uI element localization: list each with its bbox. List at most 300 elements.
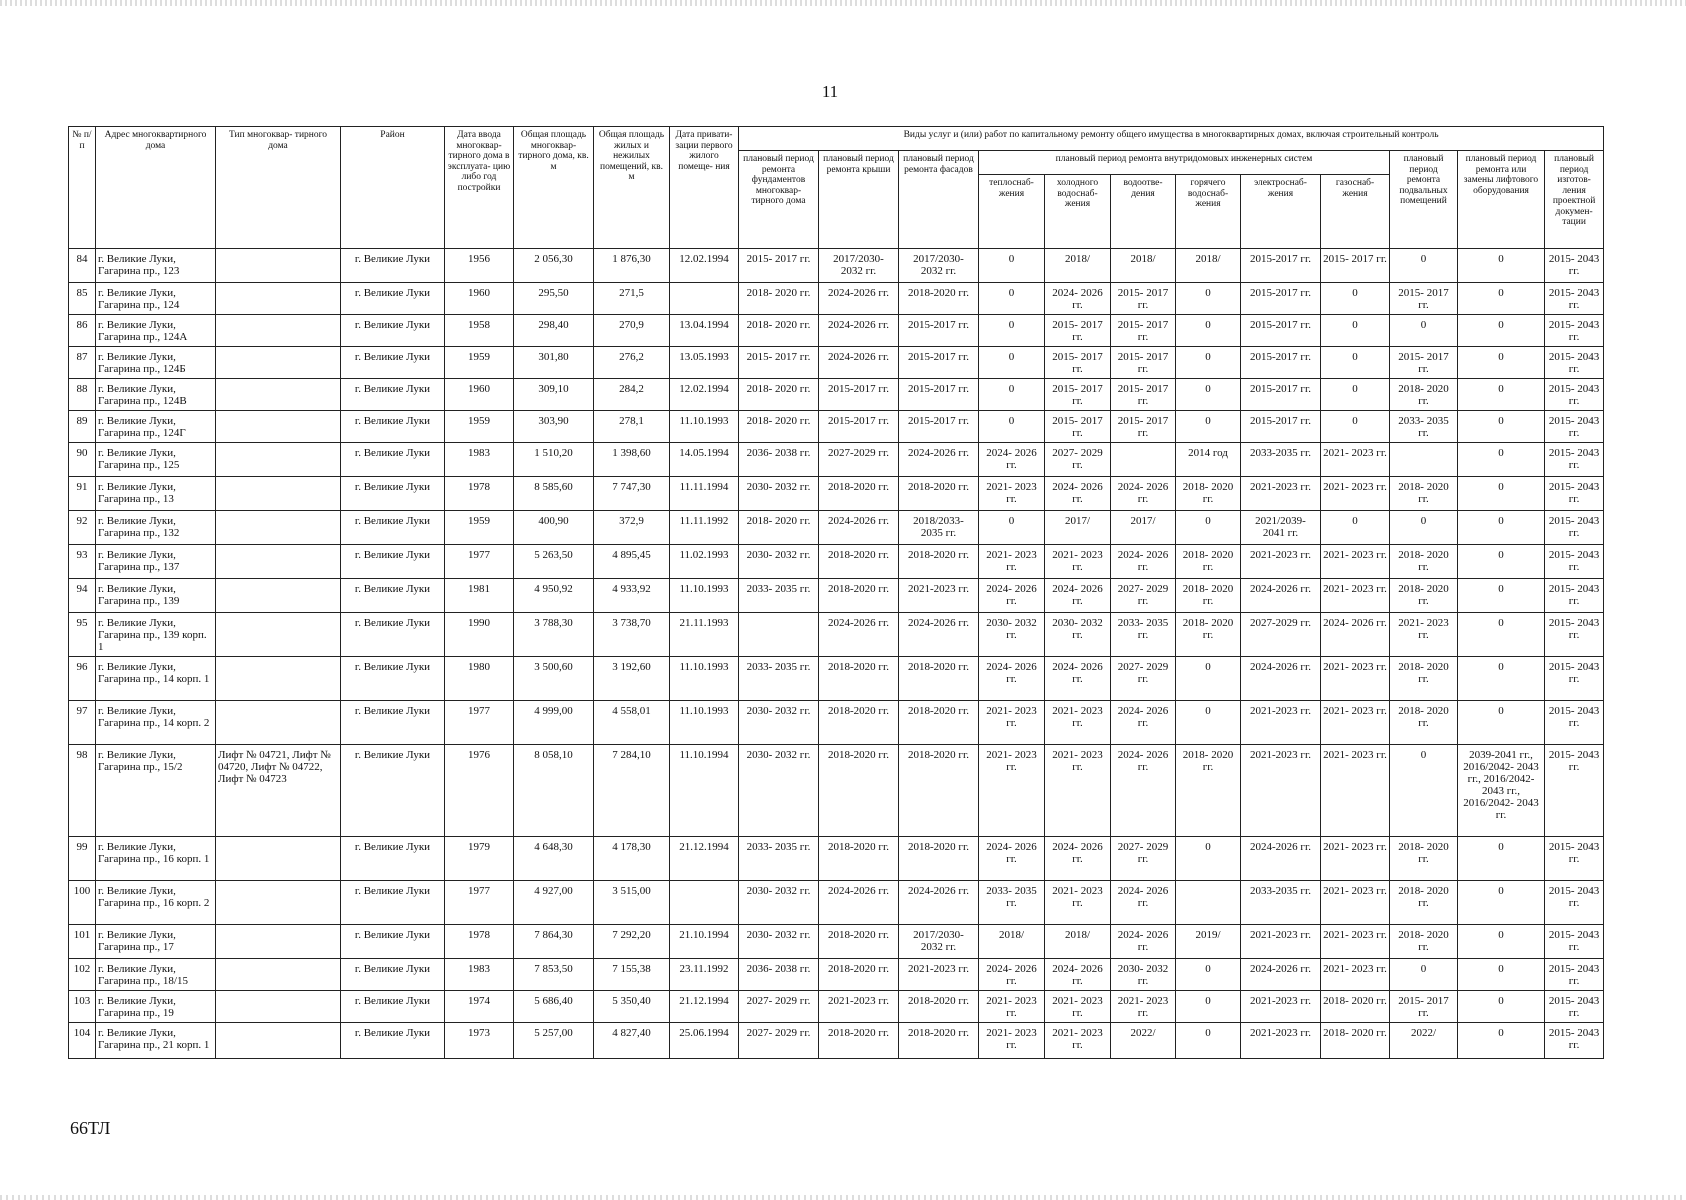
cell-n: 101 — [69, 925, 96, 959]
col-header-type: Тип многоквар- тирного дома — [216, 127, 341, 249]
cell-total: 3 500,60 — [514, 657, 594, 701]
cell-drain: 2033- 2035 гг. — [1111, 613, 1176, 657]
cell-type — [216, 477, 341, 511]
cell-n: 92 — [69, 511, 96, 545]
cell-cold: 2015- 2017 гг. — [1045, 379, 1111, 411]
cell-hot: 2018- 2020 гг. — [1176, 613, 1241, 657]
table-row — [69, 443, 1604, 477]
cell-n: 93 — [69, 545, 96, 579]
cell-cold: 2015- 2017 гг. — [1045, 347, 1111, 379]
cell-gas: 0 — [1321, 379, 1390, 411]
cell-priv: 11.10.1994 — [670, 745, 739, 837]
cell-basement: 2018- 2020 гг. — [1390, 379, 1458, 411]
cell-drain: 2030- 2032 гг. — [1111, 959, 1176, 991]
cell-basement: 0 — [1390, 249, 1458, 283]
cell-elevator: 0 — [1458, 477, 1545, 511]
page-number: 11 — [821, 82, 839, 101]
table-row — [69, 881, 1604, 925]
cell-address: г. Великие Луки, Гагарина пр., 132 — [96, 511, 216, 545]
cell-elec: 2021-2023 гг. — [1241, 1023, 1321, 1059]
cell-roof: 2024-2026 гг. — [819, 315, 899, 347]
cell-type — [216, 613, 341, 657]
cell-living: 372,9 — [594, 511, 670, 545]
cell-total: 5 257,00 — [514, 1023, 594, 1059]
cell-heat: 2021- 2023 гг. — [979, 701, 1045, 745]
table-row — [69, 315, 1604, 347]
cell-elec: 2024-2026 гг. — [1241, 579, 1321, 613]
cell-elevator: 0 — [1458, 579, 1545, 613]
cell-priv: 11.11.1994 — [670, 477, 739, 511]
cell-elec: 2015-2017 гг. — [1241, 315, 1321, 347]
cell-living: 5 350,40 — [594, 991, 670, 1023]
cell-project: 2015- 2043 гг. — [1545, 347, 1604, 379]
col-header-electricity: электроснаб- жения — [1241, 175, 1321, 249]
col-header-foundation: плановый период ремонта фундаментов многоквар- тирного дома — [739, 151, 819, 249]
cell-type — [216, 881, 341, 925]
cell-elec: 2021-2023 гг. — [1241, 701, 1321, 745]
cell-roof: 2024-2026 гг. — [819, 283, 899, 315]
cell-gas: 2021- 2023 гг. — [1321, 443, 1390, 477]
cell-basement: 2021- 2023 гг. — [1390, 613, 1458, 657]
cell-hot: 2019/ — [1176, 925, 1241, 959]
cell-priv: 12.02.1994 — [670, 249, 739, 283]
cell-foundation: 2018- 2020 гг. — [739, 411, 819, 443]
cell-heat: 2021- 2023 гг. — [979, 745, 1045, 837]
cell-n: 103 — [69, 991, 96, 1023]
cell-drain: 2024- 2026 гг. — [1111, 477, 1176, 511]
cell-project: 2015- 2043 гг. — [1545, 443, 1604, 477]
cell-district: г. Великие Луки — [341, 283, 445, 315]
cell-living: 276,2 — [594, 347, 670, 379]
cell-elevator: 0 — [1458, 657, 1545, 701]
cell-basement: 2018- 2020 гг. — [1390, 579, 1458, 613]
cell-address: г. Великие Луки, Гагарина пр., 19 — [96, 991, 216, 1023]
cell-drain: 2015- 2017 гг. — [1111, 411, 1176, 443]
cell-facade: 2018-2020 гг. — [899, 477, 979, 511]
cell-elevator: 0 — [1458, 347, 1545, 379]
cell-address: г. Великие Луки, Гагарина пр., 123 — [96, 249, 216, 283]
cell-drain: 2018/ — [1111, 249, 1176, 283]
cell-gas: 2021- 2023 гг. — [1321, 959, 1390, 991]
cell-roof: 2018-2020 гг. — [819, 657, 899, 701]
cell-district: г. Великие Луки — [341, 837, 445, 881]
cell-priv: 11.10.1993 — [670, 657, 739, 701]
cell-total: 4 999,00 — [514, 701, 594, 745]
cell-drain: 2015- 2017 гг. — [1111, 283, 1176, 315]
cell-living: 1 876,30 — [594, 249, 670, 283]
cell-n: 98 — [69, 745, 96, 837]
table-body — [69, 249, 1604, 1059]
cell-foundation: 2030- 2032 гг. — [739, 701, 819, 745]
cell-roof: 2018-2020 гг. — [819, 1023, 899, 1059]
cell-year: 1979 — [445, 837, 514, 881]
cell-gas: 2018- 2020 гг. — [1321, 991, 1390, 1023]
cell-gas: 0 — [1321, 315, 1390, 347]
col-header-heating: теплоснаб- жения — [979, 175, 1045, 249]
cell-basement: 2015- 2017 гг. — [1390, 347, 1458, 379]
cell-hot: 2018- 2020 гг. — [1176, 477, 1241, 511]
cell-basement: 2018- 2020 гг. — [1390, 545, 1458, 579]
cell-basement: 2015- 2017 гг. — [1390, 283, 1458, 315]
table-row — [69, 283, 1604, 315]
cell-elevator: 0 — [1458, 991, 1545, 1023]
cell-foundation: 2036- 2038 гг. — [739, 959, 819, 991]
cell-n: 97 — [69, 701, 96, 745]
cell-elec: 2015-2017 гг. — [1241, 411, 1321, 443]
cell-address: г. Великие Луки, Гагарина пр., 15/2 — [96, 745, 216, 837]
cell-cold: 2024- 2026 гг. — [1045, 579, 1111, 613]
document-signature: 66ТЛ — [70, 1118, 111, 1138]
cell-heat: 2018/ — [979, 925, 1045, 959]
cell-total: 4 927,00 — [514, 881, 594, 925]
cell-project: 2015- 2043 гг. — [1545, 925, 1604, 959]
cell-n: 88 — [69, 379, 96, 411]
cell-facade: 2017/2030- 2032 гг. — [899, 925, 979, 959]
cell-priv: 11.10.1993 — [670, 701, 739, 745]
cell-roof: 2024-2026 гг. — [819, 613, 899, 657]
cell-address: г. Великие Луки, Гагарина пр., 18/15 — [96, 959, 216, 991]
cell-gas: 0 — [1321, 411, 1390, 443]
cell-n: 95 — [69, 613, 96, 657]
cell-year: 1976 — [445, 745, 514, 837]
cell-gas: 2018- 2020 гг. — [1321, 1023, 1390, 1059]
cell-elec: 2021-2023 гг. — [1241, 745, 1321, 837]
cell-n: 94 — [69, 579, 96, 613]
cell-cold: 2021- 2023 гг. — [1045, 745, 1111, 837]
cell-foundation: 2018- 2020 гг. — [739, 283, 819, 315]
col-header-privatization: Дата привати- зации первого жилого помеще- ния — [670, 127, 739, 249]
cell-roof: 2018-2020 гг. — [819, 745, 899, 837]
cell-cold: 2021- 2023 гг. — [1045, 701, 1111, 745]
cell-total: 298,40 — [514, 315, 594, 347]
cell-heat: 2024- 2026 гг. — [979, 579, 1045, 613]
table-row — [69, 249, 1604, 283]
cell-roof: 2015-2017 гг. — [819, 379, 899, 411]
cell-living: 4 178,30 — [594, 837, 670, 881]
cell-n: 100 — [69, 881, 96, 925]
cell-priv — [670, 881, 739, 925]
cell-hot: 0 — [1176, 315, 1241, 347]
cell-hot: 0 — [1176, 379, 1241, 411]
cell-total: 8 585,60 — [514, 477, 594, 511]
cell-year: 1978 — [445, 925, 514, 959]
cell-n: 104 — [69, 1023, 96, 1059]
cell-roof: 2027-2029 гг. — [819, 443, 899, 477]
cell-living: 271,5 — [594, 283, 670, 315]
cell-district: г. Великие Луки — [341, 477, 445, 511]
cell-year: 1974 — [445, 991, 514, 1023]
cell-priv: 12.02.1994 — [670, 379, 739, 411]
cell-n: 89 — [69, 411, 96, 443]
cell-district: г. Великие Луки — [341, 1023, 445, 1059]
cell-living: 270,9 — [594, 315, 670, 347]
table-row — [69, 701, 1604, 745]
cell-total: 303,90 — [514, 411, 594, 443]
cell-project: 2015- 2043 гг. — [1545, 249, 1604, 283]
cell-drain: 2024- 2026 гг. — [1111, 925, 1176, 959]
table-row — [69, 379, 1604, 411]
cell-total: 2 056,30 — [514, 249, 594, 283]
cell-priv: 21.11.1993 — [670, 613, 739, 657]
cell-priv: 13.05.1993 — [670, 347, 739, 379]
cell-cold: 2021- 2023 гг. — [1045, 545, 1111, 579]
table-row — [69, 579, 1604, 613]
cell-elevator: 0 — [1458, 315, 1545, 347]
cell-total: 295,50 — [514, 283, 594, 315]
cell-project: 2015- 2043 гг. — [1545, 1023, 1604, 1059]
cell-type — [216, 379, 341, 411]
cell-drain: 2027- 2029 гг. — [1111, 657, 1176, 701]
cell-year: 1958 — [445, 315, 514, 347]
cell-drain: 2015- 2017 гг. — [1111, 379, 1176, 411]
cell-cold: 2024- 2026 гг. — [1045, 477, 1111, 511]
cell-total: 7 864,30 — [514, 925, 594, 959]
cell-heat: 0 — [979, 379, 1045, 411]
cell-drain: 2017/ — [1111, 511, 1176, 545]
cell-elec: 2033-2035 гг. — [1241, 881, 1321, 925]
cell-project: 2015- 2043 гг. — [1545, 411, 1604, 443]
cell-heat: 0 — [979, 315, 1045, 347]
cell-facade: 2018-2020 гг. — [899, 1023, 979, 1059]
cell-basement: 2018- 2020 гг. — [1390, 925, 1458, 959]
cell-total: 5 686,40 — [514, 991, 594, 1023]
cell-gas: 2021- 2023 гг. — [1321, 881, 1390, 925]
cell-project: 2015- 2043 гг. — [1545, 837, 1604, 881]
cell-living: 7 292,20 — [594, 925, 670, 959]
table-row — [69, 477, 1604, 511]
cell-year: 1977 — [445, 881, 514, 925]
cell-roof: 2024-2026 гг. — [819, 881, 899, 925]
cell-hot: 0 — [1176, 347, 1241, 379]
cell-elevator: 0 — [1458, 511, 1545, 545]
cell-facade: 2015-2017 гг. — [899, 411, 979, 443]
cell-basement: 2018- 2020 гг. — [1390, 477, 1458, 511]
cell-roof: 2018-2020 гг. — [819, 925, 899, 959]
cell-facade: 2015-2017 гг. — [899, 347, 979, 379]
cell-gas: 2024- 2026 гг. — [1321, 613, 1390, 657]
cell-address: г. Великие Луки, Гагарина пр., 125 — [96, 443, 216, 477]
cell-hot: 0 — [1176, 283, 1241, 315]
cell-hot: 2018- 2020 гг. — [1176, 545, 1241, 579]
cell-basement: 2018- 2020 гг. — [1390, 701, 1458, 745]
cell-year: 1959 — [445, 411, 514, 443]
col-header-num: № п/п — [69, 127, 96, 249]
scan-edge-bottom — [0, 1195, 1686, 1200]
cell-gas: 0 — [1321, 347, 1390, 379]
cell-address: г. Великие Луки, Гагарина пр., 124В — [96, 379, 216, 411]
cell-facade: 2018-2020 гг. — [899, 545, 979, 579]
cell-drain: 2024- 2026 гг. — [1111, 545, 1176, 579]
cell-address: г. Великие Луки, Гагарина пр., 124 — [96, 283, 216, 315]
cell-district: г. Великие Луки — [341, 443, 445, 477]
cell-district: г. Великие Луки — [341, 315, 445, 347]
cell-gas: 2021- 2023 гг. — [1321, 745, 1390, 837]
cell-elevator: 0 — [1458, 283, 1545, 315]
cell-elevator: 0 — [1458, 701, 1545, 745]
cell-elevator: 0 — [1458, 1023, 1545, 1059]
cell-total: 1 510,20 — [514, 443, 594, 477]
cell-facade: 2024-2026 гг. — [899, 443, 979, 477]
cell-basement: 0 — [1390, 959, 1458, 991]
cell-project: 2015- 2043 гг. — [1545, 283, 1604, 315]
cell-elevator: 2039-2041 гг., 2016/2042- 2043 гг., 2016/2042- 2043 гг., 2016/2042- 2043 гг. — [1458, 745, 1545, 837]
cell-hot: 0 — [1176, 837, 1241, 881]
cell-elevator: 0 — [1458, 545, 1545, 579]
cell-heat: 2024- 2026 гг. — [979, 657, 1045, 701]
cell-cold: 2015- 2017 гг. — [1045, 411, 1111, 443]
cell-elevator: 0 — [1458, 925, 1545, 959]
cell-cold: 2021- 2023 гг. — [1045, 881, 1111, 925]
cell-project: 2015- 2043 гг. — [1545, 613, 1604, 657]
cell-living: 3 738,70 — [594, 613, 670, 657]
cell-type — [216, 701, 341, 745]
cell-project: 2015- 2043 гг. — [1545, 315, 1604, 347]
cell-drain: 2024- 2026 гг. — [1111, 881, 1176, 925]
cell-hot: 0 — [1176, 657, 1241, 701]
cell-basement: 0 — [1390, 745, 1458, 837]
cell-cold: 2027- 2029 гг. — [1045, 443, 1111, 477]
cell-gas: 0 — [1321, 283, 1390, 315]
cell-heat: 2024- 2026 гг. — [979, 837, 1045, 881]
cell-priv: 14.05.1994 — [670, 443, 739, 477]
cell-cold: 2024- 2026 гг. — [1045, 837, 1111, 881]
cell-heat: 2021- 2023 гг. — [979, 991, 1045, 1023]
cell-priv: 25.06.1994 — [670, 1023, 739, 1059]
cell-foundation: 2030- 2032 гг. — [739, 477, 819, 511]
cell-facade: 2024-2026 гг. — [899, 613, 979, 657]
cell-cold: 2024- 2026 гг. — [1045, 283, 1111, 315]
cell-elec: 2021/2039- 2041 гг. — [1241, 511, 1321, 545]
cell-foundation: 2015- 2017 гг. — [739, 347, 819, 379]
cell-type — [216, 315, 341, 347]
cell-hot: 0 — [1176, 959, 1241, 991]
col-header-facade: плановый период ремонта фасадов — [899, 151, 979, 249]
cell-drain: 2027- 2029 гг. — [1111, 837, 1176, 881]
repair-schedule-table — [68, 126, 1604, 1059]
table-row — [69, 925, 1604, 959]
cell-elec: 2015-2017 гг. — [1241, 379, 1321, 411]
cell-project: 2015- 2043 гг. — [1545, 701, 1604, 745]
cell-drain: 2024- 2026 гг. — [1111, 745, 1176, 837]
cell-basement: 2018- 2020 гг. — [1390, 881, 1458, 925]
col-header-total-area: Общая площадь многоквар- тирного дома, кв. м — [514, 127, 594, 249]
cell-year: 1990 — [445, 613, 514, 657]
cell-facade: 2018-2020 гг. — [899, 745, 979, 837]
cell-heat: 2024- 2026 гг. — [979, 959, 1045, 991]
cell-roof: 2018-2020 гг. — [819, 579, 899, 613]
cell-cold: 2017/ — [1045, 511, 1111, 545]
cell-type — [216, 411, 341, 443]
cell-project: 2015- 2043 гг. — [1545, 745, 1604, 837]
cell-elec: 2024-2026 гг. — [1241, 959, 1321, 991]
cell-priv: 11.11.1992 — [670, 511, 739, 545]
cell-roof: 2018-2020 гг. — [819, 545, 899, 579]
cell-basement — [1390, 443, 1458, 477]
cell-living: 7 747,30 — [594, 477, 670, 511]
col-header-roof: плановый период ремонта крыши — [819, 151, 899, 249]
cell-district: г. Великие Луки — [341, 959, 445, 991]
cell-living: 3 192,60 — [594, 657, 670, 701]
cell-year: 1977 — [445, 545, 514, 579]
cell-roof: 2024-2026 гг. — [819, 347, 899, 379]
cell-foundation: 2033- 2035 гг. — [739, 837, 819, 881]
cell-foundation: 2033- 2035 гг. — [739, 657, 819, 701]
cell-cold: 2018/ — [1045, 925, 1111, 959]
cell-elec: 2015-2017 гг. — [1241, 283, 1321, 315]
cell-year: 1960 — [445, 283, 514, 315]
cell-project: 2015- 2043 гг. — [1545, 379, 1604, 411]
cell-hot: 2018- 2020 гг. — [1176, 579, 1241, 613]
cell-n: 102 — [69, 959, 96, 991]
cell-facade: 2021-2023 гг. — [899, 959, 979, 991]
cell-project: 2015- 2043 гг. — [1545, 477, 1604, 511]
cell-elevator: 0 — [1458, 881, 1545, 925]
cell-elec: 2027-2029 гг. — [1241, 613, 1321, 657]
cell-cold: 2024- 2026 гг. — [1045, 657, 1111, 701]
cell-living: 3 515,00 — [594, 881, 670, 925]
cell-district: г. Великие Луки — [341, 881, 445, 925]
cell-year: 1959 — [445, 347, 514, 379]
cell-hot — [1176, 881, 1241, 925]
col-header-district: Район — [341, 127, 445, 249]
cell-total: 8 058,10 — [514, 745, 594, 837]
col-header-living-area: Общая площадь жилых и нежилых помещений, кв. м — [594, 127, 670, 249]
cell-n: 87 — [69, 347, 96, 379]
cell-project: 2015- 2043 гг. — [1545, 579, 1604, 613]
cell-total: 5 263,50 — [514, 545, 594, 579]
cell-heat: 0 — [979, 511, 1045, 545]
cell-gas: 0 — [1321, 511, 1390, 545]
cell-total: 4 950,92 — [514, 579, 594, 613]
cell-living: 4 827,40 — [594, 1023, 670, 1059]
cell-roof: 2017/2030- 2032 гг. — [819, 249, 899, 283]
cell-elec: 2033-2035 гг. — [1241, 443, 1321, 477]
cell-heat: 0 — [979, 249, 1045, 283]
cell-drain: 2015- 2017 гг. — [1111, 315, 1176, 347]
cell-type — [216, 347, 341, 379]
cell-facade: 2017/2030- 2032 гг. — [899, 249, 979, 283]
col-header-drainage: водоотве- дения — [1111, 175, 1176, 249]
cell-basement: 2033- 2035 гг. — [1390, 411, 1458, 443]
cell-hot: 2014 год — [1176, 443, 1241, 477]
cell-year: 1983 — [445, 443, 514, 477]
cell-address: г. Великие Луки, Гагарина пр., 124Г — [96, 411, 216, 443]
cell-drain: 2015- 2017 гг. — [1111, 347, 1176, 379]
cell-elec: 2021-2023 гг. — [1241, 991, 1321, 1023]
cell-n: 86 — [69, 315, 96, 347]
cell-facade: 2018-2020 гг. — [899, 991, 979, 1023]
cell-address: г. Великие Луки, Гагарина пр., 137 — [96, 545, 216, 579]
cell-priv: 21.12.1994 — [670, 837, 739, 881]
cell-district: г. Великие Луки — [341, 347, 445, 379]
cell-facade: 2018-2020 гг. — [899, 701, 979, 745]
cell-basement: 2018- 2020 гг. — [1390, 657, 1458, 701]
cell-hot: 2018/ — [1176, 249, 1241, 283]
cell-drain: 2021- 2023 гг. — [1111, 991, 1176, 1023]
cell-type — [216, 545, 341, 579]
cell-living: 4 933,92 — [594, 579, 670, 613]
cell-elevator: 0 — [1458, 249, 1545, 283]
repair-schedule-table-wrapper — [68, 126, 1603, 1059]
cell-address: г. Великие Луки, Гагарина пр., 139 корп. 1 — [96, 613, 216, 657]
cell-roof: 2015-2017 гг. — [819, 411, 899, 443]
cell-address: г. Великие Луки, Гагарина пр., 21 корп. 1 — [96, 1023, 216, 1059]
cell-n: 96 — [69, 657, 96, 701]
cell-address: г. Великие Луки, Гагарина пр., 124А — [96, 315, 216, 347]
cell-basement: 0 — [1390, 511, 1458, 545]
cell-address: г. Великие Луки, Гагарина пр., 124Б — [96, 347, 216, 379]
cell-elevator: 0 — [1458, 959, 1545, 991]
